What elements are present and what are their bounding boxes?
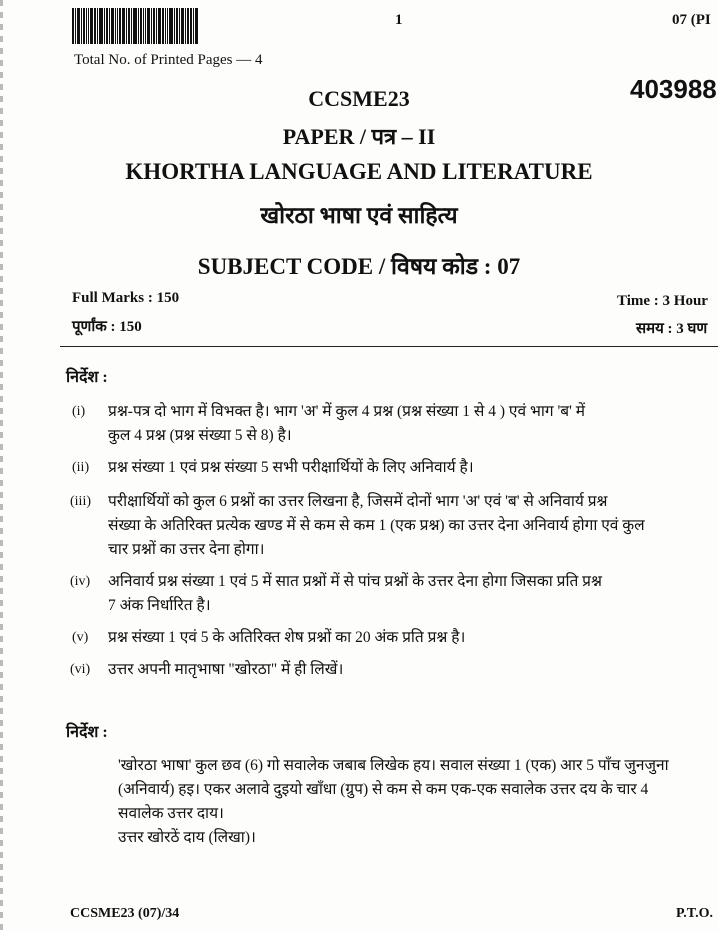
time-hi: समय : 3 घण bbox=[636, 321, 708, 337]
barcode bbox=[72, 8, 234, 44]
exam-code: CCSME23 bbox=[308, 86, 410, 111]
serial-number: 403988 bbox=[630, 74, 717, 104]
footer-code: CCSME23 (07)/34 bbox=[70, 906, 180, 921]
khortha-instructions-heading: निर्देश : bbox=[66, 724, 108, 741]
subject-english: KHORTHA LANGUAGE AND LITERATURE bbox=[125, 159, 593, 184]
instruction-number: (vi) bbox=[70, 662, 91, 677]
instruction-text: प्रश्न संख्या 1 एवं 5 के अतिरिक्त शेष प्रश्नों का 20 अंक प्रति प्रश्न है। bbox=[108, 629, 466, 646]
khortha-instruction-line: सवालेक उत्तर दाय। bbox=[118, 805, 224, 822]
time-en: Time : 3 Hour bbox=[617, 293, 708, 309]
instruction-text: 7 अंक निर्धारित है। bbox=[108, 597, 211, 614]
instruction-text: कुल 4 प्रश्न (प्रश्न संख्या 5 से 8) है। bbox=[108, 427, 292, 444]
subject-hindi: खोरठा भाषा एवं साहित्य bbox=[260, 203, 458, 228]
instruction-text: अनिवार्य प्रश्न संख्या 1 एवं 5 में सात प्रश्नों में से पांच प्रश्नों के उत्तर देना होगा जिसका प्रति प्रश्न bbox=[108, 573, 602, 590]
instruction-number: (ii) bbox=[72, 460, 90, 475]
instruction-text: परीक्षार्थियों को कुल 6 प्रश्नों का उत्तर लिखना है, जिसमें दोनों भाग 'अ' एवं 'ब' से अनिवार्य प्रश्न bbox=[108, 493, 608, 510]
instruction-number: (iii) bbox=[70, 494, 91, 509]
instruction-number: (iv) bbox=[70, 574, 91, 589]
khortha-instruction-line: उत्तर खोरठें दाय (लिखा)। bbox=[118, 829, 256, 846]
khortha-instruction-line: 'खोरठा भाषा' कुल छव (6) गो सवालेक जबाब लिखेक हय। सवाल संख्या 1 (एक) आर 5 पाँच जुनजुना bbox=[118, 757, 669, 774]
footer-pto: P.T.O. bbox=[676, 906, 713, 921]
page-number: 1 bbox=[395, 12, 403, 28]
khortha-instruction-line: (अनिवार्य) हइ। एकर अलावे दुइयो खाँधा (ग्रुप) से कम से कम एक-एक सवालेक उत्तर दय के चार 4 bbox=[118, 781, 649, 798]
instruction-number: (v) bbox=[72, 630, 89, 645]
instruction-text: उत्तर अपनी मातृभाषा "खोरठा" में ही लिखें। bbox=[108, 661, 344, 678]
instructions-heading: निर्देश : bbox=[66, 369, 108, 386]
full-marks-hi: पूर्णांक : 150 bbox=[72, 319, 142, 335]
instruction-text: प्रश्न संख्या 1 एवं प्रश्न संख्या 5 सभी परीक्षार्थियों के लिए अनिवार्य है। bbox=[108, 459, 474, 476]
instruction-text: चार प्रश्नों का उत्तर देना होगा। bbox=[108, 541, 265, 558]
instruction-number: (i) bbox=[72, 404, 86, 419]
instruction-text: संख्या के अतिरिक्त प्रत्येक खण्ड में से कम से कम 1 (एक प्रश्न) का उत्तर देना अनिवार्य होगा एवं कुल bbox=[108, 517, 645, 534]
paper-code-top: 07 (PI bbox=[672, 12, 711, 28]
paper-title: PAPER / पत्र – II bbox=[282, 124, 436, 149]
full-marks-en: Full Marks : 150 bbox=[72, 290, 180, 306]
subject-code: SUBJECT CODE / विषय कोड : 07 bbox=[197, 254, 521, 279]
printed-pages: Total No. of Printed Pages — 4 bbox=[74, 52, 263, 68]
divider bbox=[60, 346, 718, 347]
instruction-text: प्रश्न-पत्र दो भाग में विभक्त है। भाग 'अ' में कुल 4 प्रश्न (प्रश्न संख्या 1 से 4 ) एवं भाग 'ब' में bbox=[108, 403, 586, 420]
